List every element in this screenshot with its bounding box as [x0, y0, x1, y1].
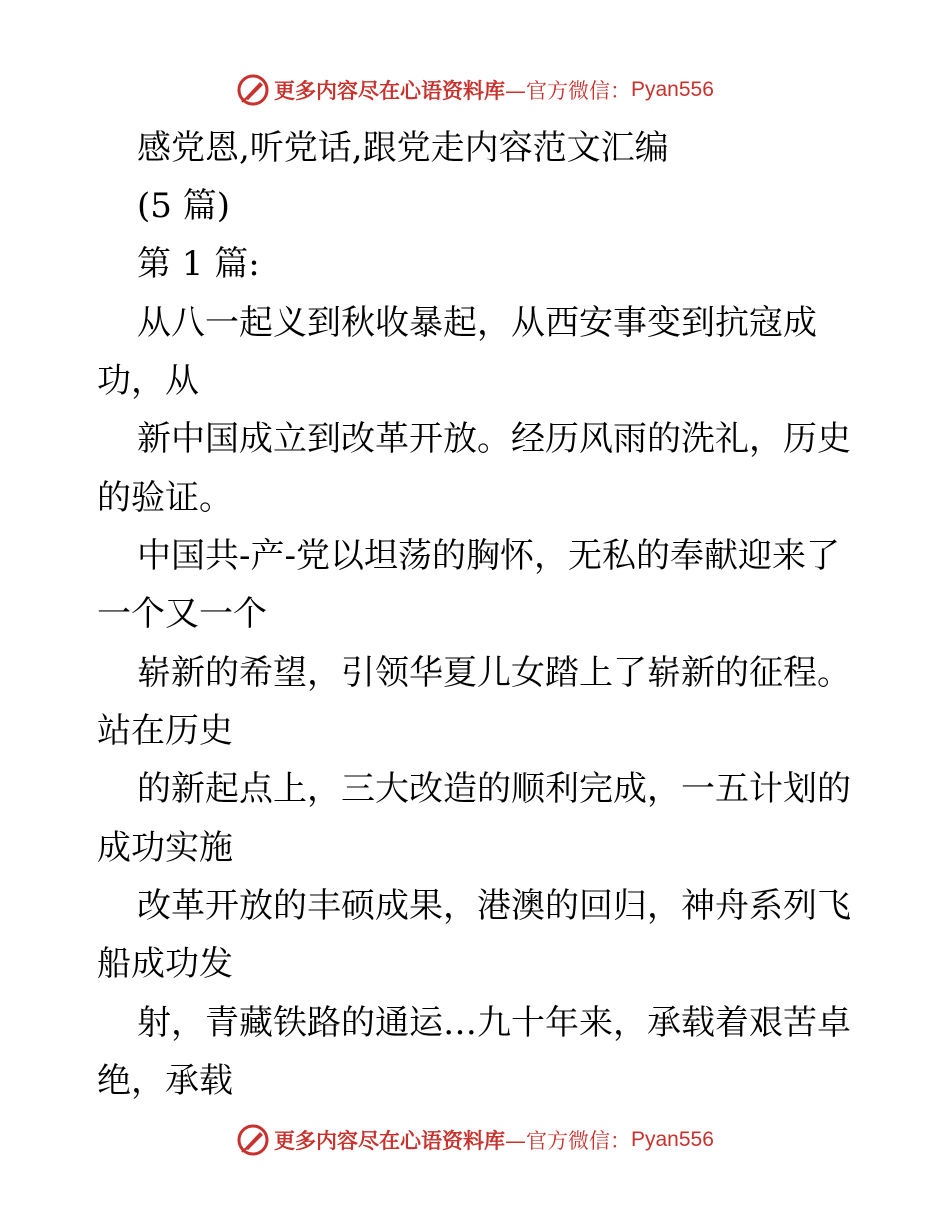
footer-official-label: —官方微信：	[505, 1129, 631, 1153]
body-line: 的新起点上，三大改造的顺利完成，一五计划的	[137, 769, 851, 809]
footer-wechat-id: Pyan556	[631, 1128, 714, 1151]
document-subtitle: (5 篇)	[137, 186, 230, 226]
pen-seal-logo-icon	[236, 1123, 270, 1157]
header-wechat-id: Pyan556	[631, 78, 714, 101]
header-official-label: —官方微信：	[505, 79, 631, 103]
body-line: 的验证。	[97, 478, 233, 518]
body-line: 从八一起义到秋收暴起，从西安事变到抗寇成	[137, 303, 817, 343]
footer-watermark-banner	[236, 1122, 714, 1158]
body-line: 功，从	[97, 361, 199, 401]
body-line: 站在历史	[97, 711, 233, 751]
body-line: 中国共-产-党以坦荡的胸怀，无私的奉献迎来了	[137, 536, 840, 576]
body-line: 新中国成立到改革开放。经历风雨的洗礼，历史	[137, 419, 851, 459]
section-heading: 第 1 篇:	[137, 244, 260, 284]
pen-seal-logo-icon	[236, 73, 270, 107]
header-watermark-banner	[236, 72, 714, 108]
body-line: 射，青藏铁路的通运…九十年来，承载着艰苦卓	[137, 1003, 851, 1043]
body-line: 改革开放的丰硕成果，港澳的回归，神舟系列飞	[137, 886, 851, 926]
body-line: 一个又一个	[97, 594, 267, 634]
body-line: 绝，承载	[97, 1061, 233, 1101]
body-line: 成功实施	[97, 828, 233, 868]
body-line: 船成功发	[97, 944, 233, 984]
body-line: 崭新的希望，引领华夏儿女踏上了崭新的征程。	[137, 653, 851, 693]
footer-brand-text: 更多内容尽在心语资料库	[274, 1129, 505, 1153]
header-brand-text: 更多内容尽在心语资料库	[274, 79, 505, 103]
document-title: 感党恩,听党话,跟党走内容范文汇编	[137, 128, 669, 168]
